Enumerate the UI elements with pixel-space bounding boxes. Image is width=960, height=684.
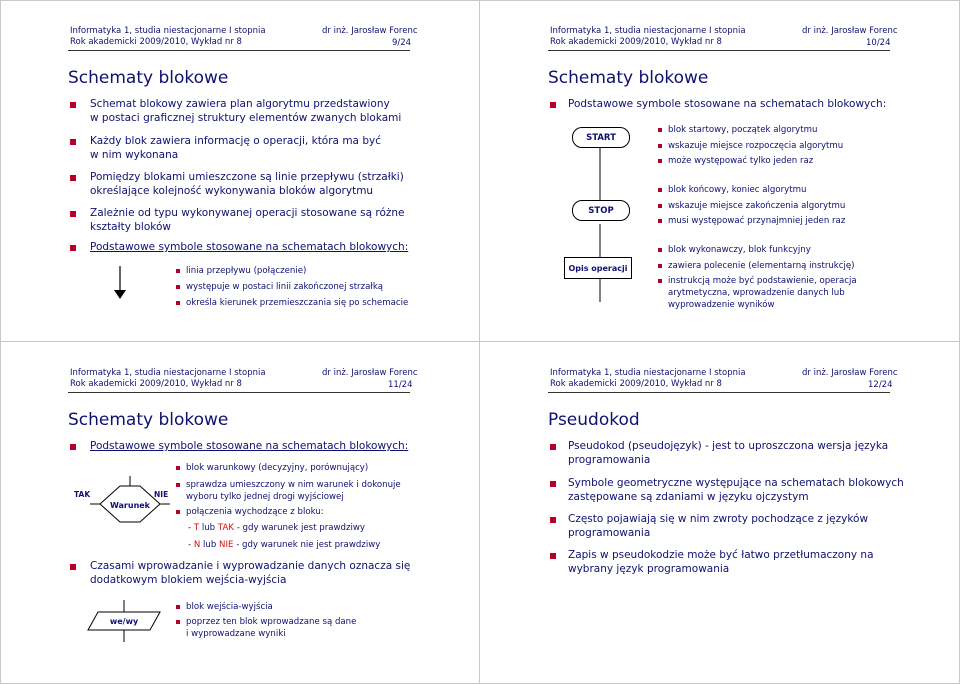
paragraph-line: określające kolejność wykonywania bloków algorytmu xyxy=(90,185,374,197)
paragraph-line: Pseudokod (pseudojęzyk) - jest to uproszczona wersja języka xyxy=(568,440,889,452)
header-course: Informatyka 1, studia niestacjonarne I stopnia xyxy=(550,368,746,378)
sub-item: określa kierunek przemieszczania się po schemacie xyxy=(186,298,409,308)
header-year: Rok akademicki 2009/2010, Wykład nr 8 xyxy=(70,37,242,47)
paragraph-line: programowania xyxy=(568,454,651,466)
header-author: dr inż. Jarosław Forenc xyxy=(322,26,418,36)
slide-title: Schematy blokowe xyxy=(68,410,229,430)
paragraph-line: Schemat blokowy zawiera plan algorytmu przedstawiony xyxy=(90,98,390,110)
paragraph-line: kształty bloków xyxy=(90,221,171,233)
paragraph-line: programowania xyxy=(568,527,651,539)
sub-item: może występować tylko jeden raz xyxy=(668,156,814,166)
sub-item: zawiera polecenie (elementarną instrukcję) xyxy=(668,261,855,271)
paragraph-line: Pomiędzy blokami umieszczone są linie przepływu (strzałki) xyxy=(90,171,404,183)
sub-item: blok startowy, początek algorytmu xyxy=(668,125,818,135)
sub-item: połączenia wychodzące z bloku: xyxy=(186,507,324,517)
nie-inline-label: NIE xyxy=(219,540,234,550)
sub-item: blok warunkowy (decyzyjny, porównujący) xyxy=(186,463,369,473)
header-course: Informatyka 1, studia niestacjonarne I stopnia xyxy=(70,368,266,378)
paragraph-line: wybrany język programowania xyxy=(568,563,730,575)
sub-item: wskazuje miejsce zakończenia algorytmu xyxy=(668,201,846,211)
symbols-heading: Podstawowe symbole stosowane na schematach blokowych: xyxy=(90,440,409,452)
tak-label: TAK xyxy=(74,490,91,499)
sub-item: poprzez ten blok wprowadzane są dane xyxy=(186,617,357,627)
sub-item: blok wejścia-wyjścia xyxy=(186,602,273,612)
page-number: 11/24 xyxy=(388,380,413,390)
paragraph-line: Czasami wprowadzanie i wyprowadzanie danych oznacza się xyxy=(90,560,411,572)
io-label: we/wy xyxy=(109,616,139,626)
sub-item: musi występować przynajmniej jeden raz xyxy=(668,216,846,226)
sub-item: blok końcowy, koniec algorytmu xyxy=(668,185,807,195)
paragraph-line: Zapis w pseudokodzie może być łatwo przetłumaczony na xyxy=(568,549,874,561)
paragraph-line: Często pojawiają się w nim zwroty pochodzące z języków xyxy=(568,513,869,525)
process-label: Opis operacji xyxy=(568,263,628,273)
header-year: Rok akademicki 2009/2010, Wykład nr 8 xyxy=(550,37,722,47)
slide-title: Pseudokod xyxy=(548,410,640,430)
connection-false-line: - N lub NIE - gdy warunek nie jest prawdziwy xyxy=(188,540,381,550)
slide-title: Schematy blokowe xyxy=(68,68,229,88)
header-course: Informatyka 1, studia niestacjonarne I stopnia xyxy=(70,26,266,36)
decision-label: Warunek xyxy=(109,500,151,510)
symbols-heading: Podstawowe symbole stosowane na schematach blokowych: xyxy=(568,98,887,110)
sub-item-continued: arytmetyczna, wprowadzenie danych lub xyxy=(668,288,845,298)
page-number: 12/24 xyxy=(868,380,893,390)
paragraph-line: Każdy blok zawiera informację o operacji, która ma być xyxy=(90,135,381,147)
symbols-heading: Podstawowe symbole stosowane na schematach blokowych: xyxy=(90,241,409,253)
paragraph-line: Symbole geometryczne występujące na schematach blokowych xyxy=(568,477,904,489)
paragraph-line: w nim wykonana xyxy=(90,149,179,161)
page-number: 10/24 xyxy=(866,38,891,48)
header-author: dr inż. Jarosław Forenc xyxy=(802,26,898,36)
sub-item-continued: wyprowadzenie wyników xyxy=(668,300,775,310)
header-year: Rok akademicki 2009/2010, Wykład nr 8 xyxy=(550,379,722,389)
header-year: Rok akademicki 2009/2010, Wykład nr 8 xyxy=(70,379,242,389)
nie-label: NIE xyxy=(154,490,169,499)
sub-item-continued: wyboru tylko jednej drogi wyjściowej xyxy=(186,492,344,502)
sub-item-continued: i wyprowadzane wyniki xyxy=(186,629,286,639)
stop-label: STOP xyxy=(588,205,614,216)
sub-item: wskazuje miejsce rozpoczęcia algorytmu xyxy=(668,141,844,151)
sub-item: występuje w postaci linii zakończonej strzałką xyxy=(186,282,384,292)
header-author: dr inż. Jarosław Forenc xyxy=(802,368,898,378)
paragraph-line: dodatkowym blokiem wejścia-wyjścia xyxy=(90,574,287,586)
t-label: T xyxy=(193,523,200,533)
header-course: Informatyka 1, studia niestacjonarne I stopnia xyxy=(550,26,746,36)
sub-item: blok wykonawczy, blok funkcyjny xyxy=(668,245,811,255)
sub-item: sprawdza umieszczony w nim warunek i dokonuje xyxy=(186,480,401,490)
slide-title: Schematy blokowe xyxy=(548,68,709,88)
paragraph-line: Zależnie od typu wykonywanej operacji stosowane są różne xyxy=(90,207,405,219)
sub-item: instrukcją może być podstawienie, operacja xyxy=(668,276,857,286)
sub-item: linia przepływu (połączenie) xyxy=(186,266,307,276)
paragraph-line: w postaci graficznej struktury elementów zwanych blokami xyxy=(90,112,402,124)
page-number: 9/24 xyxy=(392,38,412,48)
connection-true-line: - T lub TAK - gdy warunek jest prawdziwy xyxy=(188,523,365,533)
start-label: START xyxy=(586,132,616,143)
n-label: N xyxy=(193,540,201,550)
tak-inline-label: TAK xyxy=(217,523,234,533)
header-author: dr inż. Jarosław Forenc xyxy=(322,368,418,378)
paragraph-line: zastępowane są zdaniami w języku ojczystym xyxy=(568,491,809,503)
